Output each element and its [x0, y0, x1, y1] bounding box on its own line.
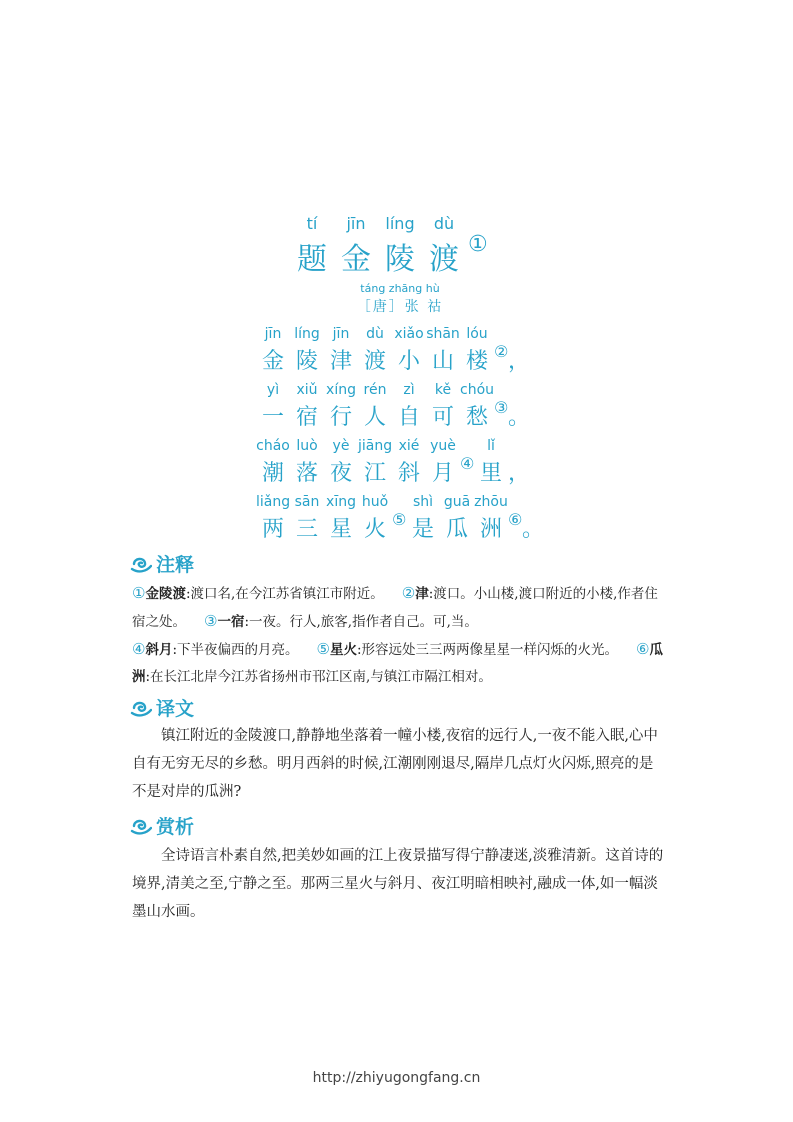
pinyin-syllable: jīn — [264, 326, 282, 342]
poem-char: 宿 — [295, 405, 318, 430]
poem-char: 人 — [363, 405, 386, 430]
poem-line — [256, 510, 545, 543]
poem-char: 洲 — [479, 517, 502, 542]
note-1: ①金陵渡:渡口名,在今江苏省镇江市附近。 — [132, 584, 384, 602]
title-note-mark: ① — [468, 232, 488, 257]
poem-char: 火 — [363, 517, 386, 542]
poem-punctuation: ， — [508, 349, 531, 374]
poem-char: 是 — [411, 517, 434, 542]
poem-punctuation: ， — [508, 461, 531, 486]
note-mark: ② — [494, 342, 509, 361]
poem-char: 三 — [295, 517, 318, 542]
pinyin-syllable: yè — [332, 438, 350, 454]
poem-char: 月 — [431, 461, 454, 486]
title-char-1: 题 — [297, 242, 327, 277]
pinyin-syllable: luò — [296, 438, 318, 454]
pinyin-syllable: lóu — [466, 326, 488, 342]
translation-text: 镇江附近的金陵渡口,静静地坐落着一幢小楼,夜宿的远行人,一夜不能入眠,心中自有无穷无尽的乡愁。明月西斜的时候,江潮刚刚退尽,隔岸几点灯火闪烁,照亮的是不是对岸的瓜洲? — [132, 728, 658, 800]
pinyin-syllable: zì — [403, 382, 415, 398]
poem-title — [290, 234, 488, 278]
pinyin-syllable: rén — [363, 382, 387, 398]
notes-block — [132, 580, 664, 691]
pinyin-syllable: líng — [294, 326, 320, 342]
poem-char: 自 — [397, 405, 420, 430]
pinyin-syllable: cháo — [256, 438, 290, 454]
swirl-icon — [130, 698, 152, 718]
poem-punctuation: 。 — [508, 405, 531, 430]
poem-char: 金 — [261, 349, 284, 374]
poem-line — [256, 398, 531, 431]
notes-title: 注释 — [156, 554, 195, 576]
pinyin-syllable: yì — [266, 382, 280, 398]
notes-heading — [130, 550, 194, 577]
note-4: ④斜月:下半夜偏西的月亮。 — [132, 640, 299, 658]
poem-char: 斜 — [397, 461, 420, 486]
title-pinyin — [290, 214, 510, 233]
poem-char: 山 — [431, 349, 454, 374]
note-mark: ⑤ — [392, 510, 407, 529]
appreciation-heading — [130, 812, 194, 839]
poem-line — [256, 454, 531, 487]
appreciation-title: 赏析 — [156, 816, 195, 838]
pinyin-syllable: sān — [294, 494, 320, 510]
poem-line-pinyin — [256, 438, 508, 454]
poem-char: 小 — [397, 349, 420, 374]
poem-char: 里 — [479, 461, 502, 486]
poem-char: 落 — [295, 461, 318, 486]
footer-url: http://zhiyugongfang.cn — [312, 1070, 481, 1086]
pinyin-syllable: xíng — [326, 382, 356, 398]
poem-char: 楼 — [465, 349, 488, 374]
poem-char: 一 — [261, 405, 284, 430]
poem-char: 愁 — [465, 405, 488, 430]
pinyin-syllable: yuè — [430, 438, 456, 454]
poem-char: 夜 — [329, 461, 352, 486]
title-pinyin-3: líng — [385, 214, 415, 233]
pinyin-syllable: shān — [426, 326, 460, 342]
poem-char: 江 — [363, 461, 386, 486]
note-5: ⑤星火:形容远处三三两两像星星一样闪烁的火光。 — [316, 640, 619, 658]
author-pinyin: táng zhāng hù — [360, 282, 440, 295]
title-pinyin-4: dù — [433, 214, 455, 233]
poem-char: 行 — [329, 405, 352, 430]
title-char-3: 陵 — [385, 242, 415, 277]
note-mark: ⑥ — [508, 510, 523, 529]
pinyin-syllable: guā — [443, 494, 471, 510]
title-pinyin-1: tí — [306, 214, 318, 233]
pinyin-syllable: huǒ — [361, 494, 389, 510]
author: ［唐］张 祜 — [356, 299, 444, 315]
title-char-2: 金 — [341, 242, 371, 277]
title-char-4: 渡 — [429, 242, 459, 277]
appreciation-text: 全诗语言朴素自然,把美妙如画的江上夜景描写得宁静凄迷,淡雅清新。这首诗的境界,清美之至,宁静之至。那两三星火与斜月、夜江明暗相映衬,融成一体,如一幅淡墨山水画。 — [132, 848, 664, 920]
note-mark: ④ — [460, 454, 475, 473]
poem-char: 瓜 — [445, 517, 468, 542]
note-6: ⑥瓜洲:在长江北岸今江苏省扬州市邗江区南,与镇江市隔江相对。 — [132, 640, 663, 685]
note-3: ③一宿:一夜。行人,旅客,指作者自己。可,当。 — [204, 612, 478, 630]
poem-line-pinyin — [256, 326, 508, 342]
pinyin-syllable: dù — [366, 326, 384, 342]
swirl-icon — [130, 554, 152, 574]
pinyin-syllable: zhōu — [474, 494, 508, 510]
poem-line-pinyin — [256, 494, 522, 510]
pinyin-syllable: liǎng — [256, 494, 291, 510]
poem-char: 津 — [329, 349, 352, 374]
title-pinyin-2: jīn — [346, 214, 366, 233]
translation-title: 译文 — [156, 698, 195, 720]
pinyin-syllable: lǐ — [487, 438, 495, 454]
pinyin-syllable: xīng — [326, 494, 356, 510]
poem-char: 潮 — [261, 461, 284, 486]
poem-char: 星 — [329, 517, 352, 542]
pinyin-syllable: xiǔ — [296, 382, 318, 398]
poem-char: 陵 — [295, 349, 318, 374]
poem-char: 两 — [261, 517, 284, 542]
pinyin-syllable: chóu — [460, 382, 495, 398]
poem-char: 渡 — [363, 349, 386, 374]
translation-heading — [130, 694, 194, 721]
poem-punctuation: 。 — [522, 517, 545, 542]
poem-line-pinyin — [256, 382, 508, 398]
pinyin-syllable: jīn — [332, 326, 350, 342]
poem-line — [256, 342, 531, 375]
poem-char: 可 — [431, 405, 454, 430]
pinyin-syllable: kě — [434, 382, 452, 398]
swirl-icon — [130, 816, 152, 836]
pinyin-syllable: xiǎo — [394, 326, 424, 342]
note-mark: ③ — [494, 398, 509, 417]
note-2: ②津:渡口。小山楼,渡口附近的小楼,作者住宿之处。 — [132, 584, 658, 630]
pinyin-syllable: shì — [412, 494, 434, 510]
pinyin-syllable: jiāng — [358, 438, 393, 454]
pinyin-syllable: xié — [398, 438, 420, 454]
